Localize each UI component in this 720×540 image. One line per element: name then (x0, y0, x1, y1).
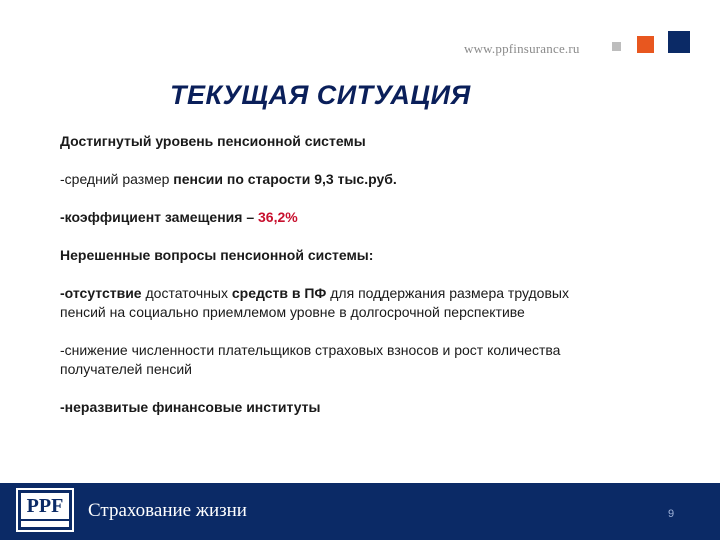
item-replacement-rate-value: 36,2% (258, 209, 298, 225)
site-url[interactable]: www.ppfinsurance.ru (464, 41, 580, 56)
footer-bar (0, 483, 720, 540)
ppf-logo-box (21, 493, 69, 527)
item-lack-of-funds (60, 284, 590, 322)
ppf-logo-bar (21, 519, 69, 521)
page-number: 9 (668, 508, 675, 520)
slide-content (60, 132, 590, 417)
decor-square-gray (612, 42, 621, 51)
ppf-logo-text: PPF (26, 495, 64, 517)
page-title: ТЕКУЩАЯ СИТУАЦИЯ (170, 80, 471, 110)
item-replacement-rate-label: -коэффициент замещения – (60, 209, 258, 225)
item-replacement-rate (60, 208, 590, 227)
decor-square-navy (668, 31, 690, 53)
item-contributors-decline: -снижение численности плательщиков страховых взносов и рост количества получателей пенсий (60, 342, 561, 377)
item-lack-of-funds-text2: для поддержания размера трудовых пенсий на социально приемлемом уровне в долгосрочной перспективе (60, 285, 569, 320)
item-lack-of-funds-bold1: -отсутствие (60, 285, 142, 301)
section-heading-unresolved: Нерешенные вопросы пенсионной системы: (60, 247, 374, 263)
ppf-logo (16, 488, 74, 532)
footer-brand: Страхование жизни (88, 500, 247, 521)
item-financial-institutions: -неразвитые финансовые институты (60, 399, 321, 415)
item-average-pension-prefix: -средний размер (60, 171, 174, 187)
item-average-pension (60, 170, 590, 189)
item-lack-of-funds-text1: достаточных (141, 285, 232, 301)
item-average-pension-value: пенсии по старости 9,3 тыс.руб. (173, 171, 397, 187)
item-lack-of-funds-bold2: средств в ПФ (231, 285, 327, 301)
decor-square-orange (637, 36, 654, 53)
section-heading-achieved: Достигнутый уровень пенсионной системы (60, 133, 366, 149)
